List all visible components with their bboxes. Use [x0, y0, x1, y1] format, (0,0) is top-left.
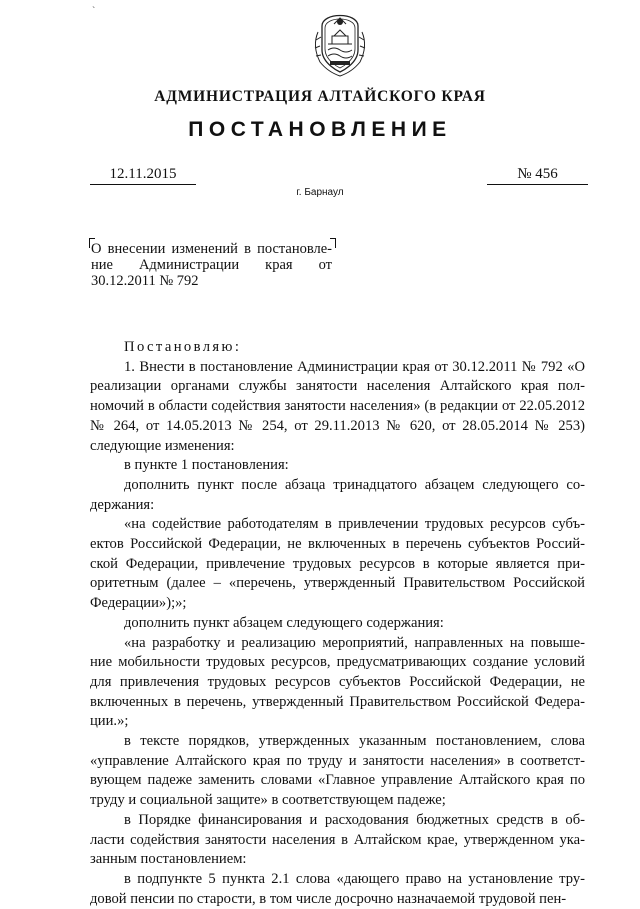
organization-name: АДМИНИСТРАЦИЯ АЛТАЙСКОГО КРАЯ	[154, 88, 486, 105]
body-paragraph-1: 1. Внести в постановление Администрации края от 30.12.2011 № 792 «О реализации органами службы занятости населения Алтайского края пол-номочий в области содействия занятости населения» (в редакции от 22.05.2012 № 264, от 14.05.2013 № 254, от 29.11.2013 № 620, от 28.05.2014 № 253) следующие изменения:	[90, 358, 585, 454]
document-number: № 456	[487, 166, 588, 185]
document-body	[90, 338, 585, 909]
document-city: г. Барнаул	[296, 187, 344, 198]
document-type: ПОСТАНОВЛЕНИЕ	[188, 118, 452, 141]
body-paragraph-8: в Порядке финансирования и расходования бюджетных средств в об-ласти содействия занятости населения в Алтайском крае, утвержденном ука-занным постановлением:	[90, 811, 585, 868]
body-paragraph-2: в пункте 1 постановления:	[124, 457, 289, 474]
body-paragraph-5: дополнить пункт абзацем следующего содержания:	[124, 614, 444, 631]
body-paragraph-4: «на содействие работодателям в привлечении трудовых ресурсов субъ-ектов Российской Федерации, не включенных в перечень субъектов Россий-ской Федерации, привлечение трудовых ресурсов в которые является при-оритетным (далее – «перечень, утвержденный Правительством Российской Федерации»);»;	[90, 516, 585, 612]
resolution-lead: Постановляю:	[124, 339, 242, 355]
body-paragraph-7: в тексте порядков, утвержденных указанным постановлением, слова «управление Алтайского края по труду и занятости населения» в соответст-вующем падеже заменить словами «Главное управление Алтайского края по труду и социальной защите» в соответствующем падеже;	[90, 733, 585, 809]
body-paragraph-9: в подпункте 5 пункта 2.1 слова «дающего право на установление тру-довой пенсии по старости, в том числе досрочно назначаемой трудовой пен-	[90, 870, 585, 907]
body-paragraph-6: «на разработку и реализацию мероприятий, направленных на повыше-ние мобильности трудовых ресурсов, предусматривающих создание условий для привлечения трудовых ресурсов субъектов Российской Федерации, не включенных в перечень, утвержденный Правительством Российской Федера-ции.»;	[90, 634, 585, 730]
corner-mark: `	[92, 6, 96, 17]
body-paragraph-3: дополнить пункт после абзаца тринадцатого абзацем следующего со-держания:	[90, 476, 585, 513]
coat-of-arms-emblem	[308, 6, 372, 80]
document-date: 12.11.2015	[90, 166, 196, 185]
document-subject: О внесении изменений в постановле-ние Администрации края от 30.12.2011 № 792	[91, 241, 332, 289]
